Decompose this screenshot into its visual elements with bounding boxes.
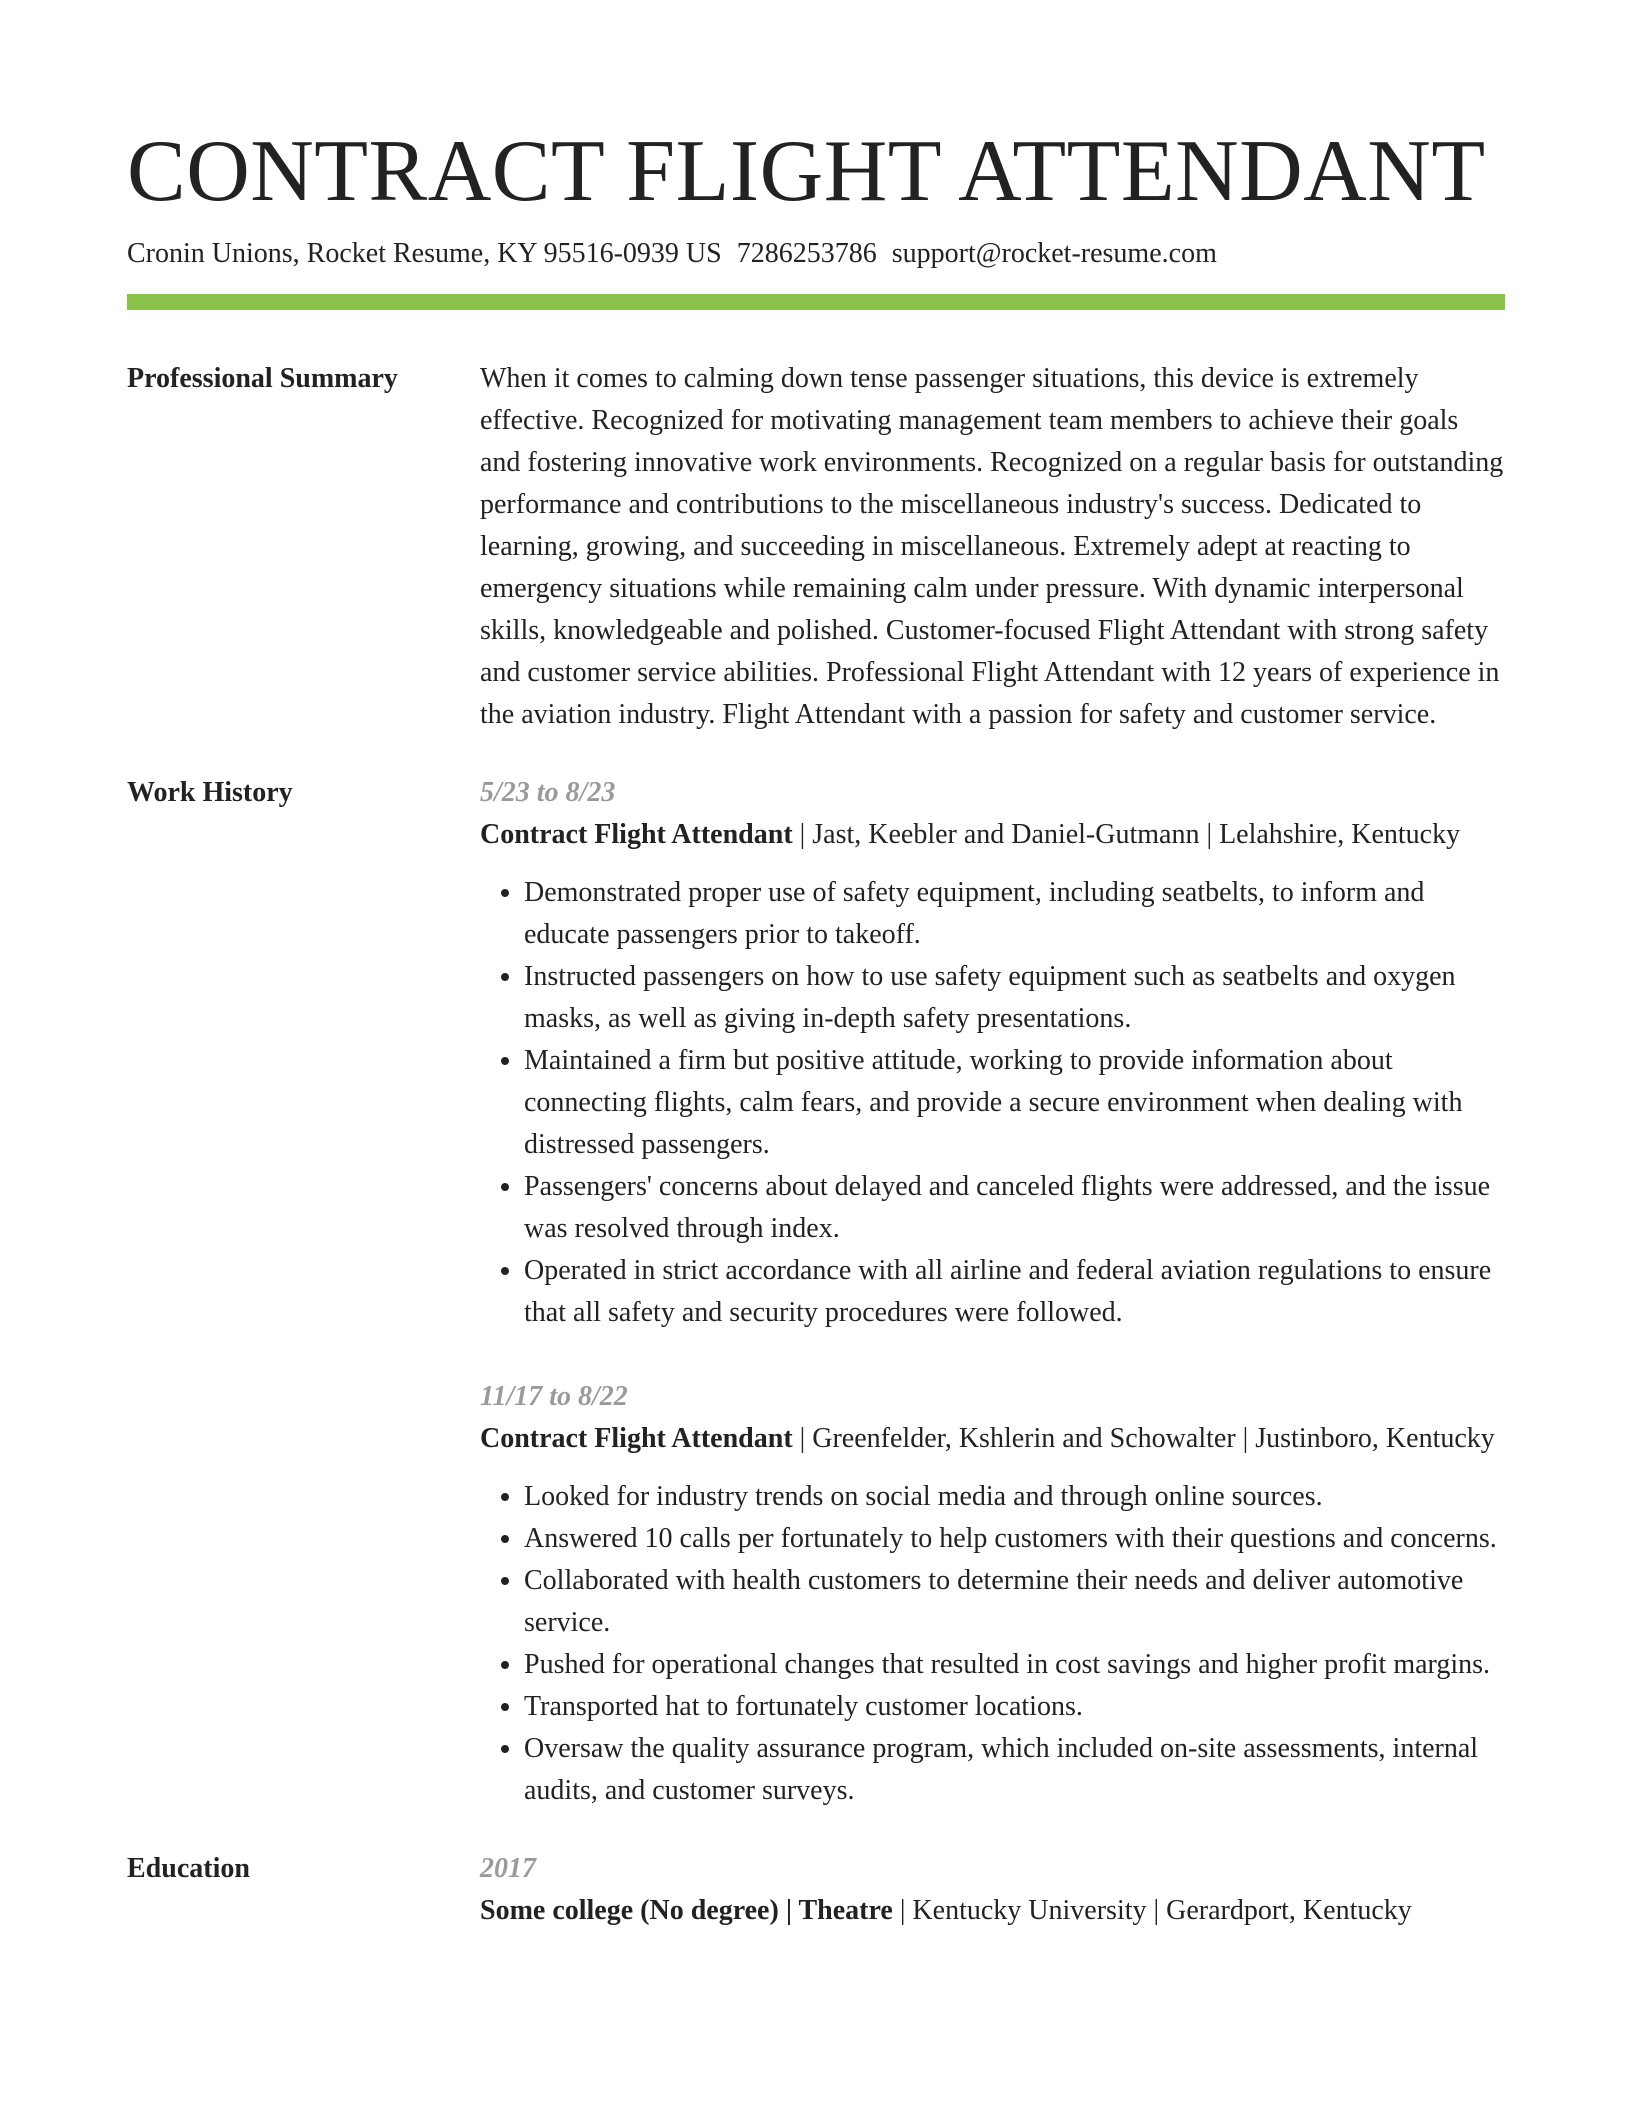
job-entry — [480, 1376, 1505, 1812]
job-bullet: • Demonstrated proper use of safety equipment, including seatbelts, to inform and educate passengers prior to takeoff. — [524, 872, 1505, 956]
summary-body — [480, 358, 1505, 736]
job-bullet: • Instructed passengers on how to use safety equipment such as seatbelts and oxygen masks, as well as giving in-depth safety presentations. — [524, 956, 1505, 1040]
work-history-body — [480, 772, 1505, 1812]
job-employer-location: | Jast, Keebler and Daniel-Gutmann | Lelahshire, Kentucky — [792, 819, 1461, 850]
job-position: Contract Flight Attendant — [480, 1423, 793, 1454]
accent-divider — [127, 294, 1505, 310]
job-heading — [480, 1418, 1505, 1460]
job-bullet: • Looked for industry trends on social media and through online sources. — [524, 1476, 1505, 1518]
job-heading — [480, 814, 1505, 856]
job-bullet: • Passengers' concerns about delayed and canceled flights were addressed, and the issue was resolved through index. — [524, 1166, 1505, 1250]
job-dates: 11/17 to 8/22 — [480, 1381, 628, 1412]
job-employer-location: | Greenfelder, Kshlerin and Schowalter | Justinboro, Kentucky — [792, 1423, 1495, 1454]
contact-address: Cronin Unions, Rocket Resume, KY 95516-0939 US — [127, 238, 722, 269]
job-bullet-list — [480, 872, 1505, 1334]
summary-section — [127, 358, 1505, 736]
job-bullet: • Oversaw the quality assurance program, which included on-site assessments, internal audits, and customer surveys. — [524, 1728, 1505, 1812]
job-position: Contract Flight Attendant — [480, 819, 793, 850]
resume-title: CONTRACT FLIGHT ATTENDANT — [127, 123, 1486, 220]
job-bullet: • Maintained a firm but positive attitude, working to provide information about connecting flights, calm fears, and provide a secure environment when dealing with distressed passengers. — [524, 1040, 1505, 1166]
education-year: 2017 — [480, 1853, 536, 1884]
contact-line — [127, 234, 1505, 274]
job-bullet: • Pushed for operational changes that resulted in cost savings and higher profit margins. — [524, 1644, 1505, 1686]
job-dates: 5/23 to 8/23 — [480, 777, 616, 808]
work-history-section — [127, 772, 1505, 1812]
education-school-location: | Kentucky University | Gerardport, Kentucky — [892, 1895, 1412, 1926]
contact-phone: 7286253786 — [736, 238, 877, 269]
job-bullet-list — [480, 1476, 1505, 1812]
contact-email: support@rocket-resume.com — [891, 238, 1217, 269]
education-line — [480, 1890, 1505, 1932]
education-body — [480, 1848, 1505, 1932]
education-section — [127, 1848, 1505, 1932]
summary-text: When it comes to calming down tense passenger situations, this device is extremely effective. Recognized for motivating management team members to achieve their goals and fostering innovative work environments. Recognized on a regular basis for outstanding performance and contributions to the miscellaneous industry's success. Dedicated to learning, growing, and succeeding in miscellaneous. Extremely adept at reacting to emergency situations while remaining calm under pressure. With dynamic interpersonal skills, knowledgeable and polished. Customer-focused Flight Attendant with strong safety and customer service abilities. Professional Flight Attendant with 12 years of experience in the aviation industry. Flight Attendant with a passion for safety and customer service. — [480, 363, 1504, 730]
summary-heading: Professional Summary — [127, 363, 398, 394]
job-bullet: • Operated in strict accordance with all airline and federal aviation regulations to ensure that all safety and security procedures were followed. — [524, 1250, 1505, 1334]
work-history-heading: Work History — [127, 777, 293, 808]
job-bullet: • Answered 10 calls per fortunately to help customers with their questions and concerns. — [524, 1518, 1505, 1560]
education-heading: Education — [127, 1853, 250, 1884]
job-entry — [480, 772, 1505, 1334]
job-bullet: • Collaborated with health customers to determine their needs and deliver automotive service. — [524, 1560, 1505, 1644]
job-bullet: • Transported hat to fortunately customer locations. — [524, 1686, 1505, 1728]
education-degree: Some college (No degree) | Theatre — [480, 1895, 893, 1926]
